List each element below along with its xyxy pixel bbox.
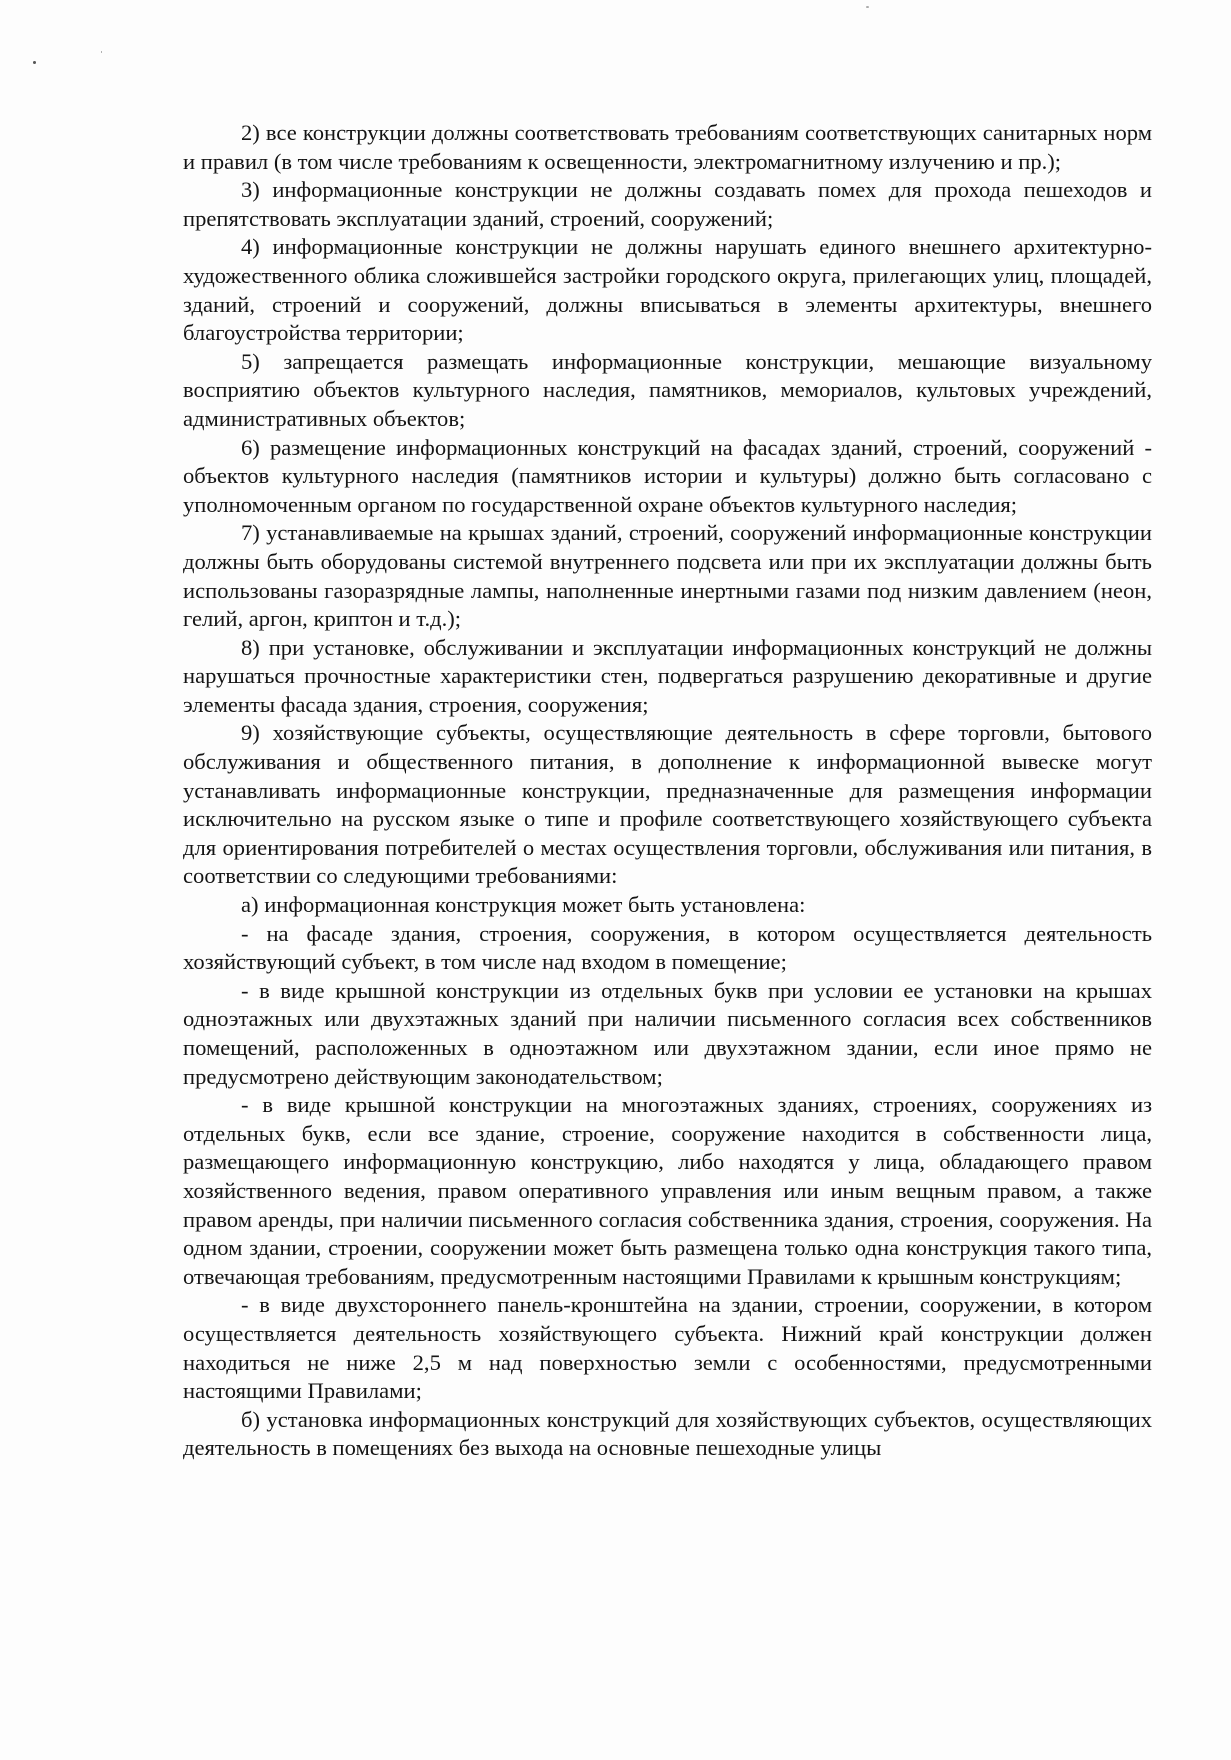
bullet-facade: - на фасаде здания, строения, сооружения, в котором осуществляется деятельность хозяйствующий субъект, в том числе над входом в помещение; <box>183 920 1152 975</box>
bullet-panel-bracket: - в виде двухстороннего панель-кронштейна на здании, строении, сооружении, в котором осуществляется деятельность хозяйствующего субъекта. Нижний край конструкции должен находиться не ниже 2,5 м над поверхностью земли с особенностями, предусмотренными настоящими Правилами; <box>183 1292 1152 1404</box>
paragraph-item-8: 8) при установке, обслуживании и эксплуатации информационных конструкций не должны нарушаться прочностные характеристики стен, подвергаться разрушению декоративные и другие элементы фасада здания, строения, сооружения; <box>183 634 1152 717</box>
paragraph-item-6: 6) размещение информационных конструкций на фасадах зданий, строений, сооружений - объектов культурного наследия (памятников истории и культуры) должно быть согласовано с уполномоченным органом по государственной охране объектов культурного наследия; <box>183 434 1152 517</box>
subparagraph-a: а) информационная конструкция может быть установлена: <box>241 892 806 918</box>
paragraph-item-9: 9) хозяйствующие субъекты, осуществляющие деятельность в сфере торговли, бытового обслуживания и общественного питания, в дополнение к информационной вывеске могут устанавливать информационные конструкции, предназначенные для размещения информации исключительно на русском языке о типе и профиле соответствующего хозяйствующего субъекта для ориентирования потребителей о местах осуществления торговли, обслуживания или питания, в соответствии со следующими требованиями: <box>183 720 1152 889</box>
scan-artifact <box>101 51 102 53</box>
scan-artifact <box>33 61 36 64</box>
paragraph-item-2: 2) все конструкции должны соответствовать требованиям соответствующих санитарных норм и правил (в том числе требованиям к освещенности, электромагнитному излучению и пр.); <box>183 120 1152 174</box>
document-text <box>183 119 1152 1463</box>
bullet-roof-multi-storey: - в виде крышной конструкции на многоэтажных зданиях, строениях, сооружениях из отдельных букв, если все здание, строение, сооружение находится в собственности лица, размещающего информационную конструкцию, либо находятся у лица, обладающего правом хозяйственного ведения, правом оперативного управления или иным вещным правом, а также правом аренды, при наличии письменного согласия собственника здания, строения, сооружения. На одном здании, строении, сооружении может быть размещена только одна конструкция такого типа, отвечающая требованиям, предусмотренным настоящими Правилами к крышным конструкциям; <box>183 1092 1152 1289</box>
scan-artifact <box>866 6 869 8</box>
paragraph-item-7: 7) устанавливаемые на крышах зданий, строений, сооружений информационные конструкции должны быть оборудованы системой внутреннего подсвета или при их эксплуатации должны быть использованы газоразрядные лампы, наполненные инертными газами под низким давлением (неон, гелий, аргон, криптон и т.д.); <box>183 520 1152 632</box>
paragraph-item-4: 4) информационные конструкции не должны нарушать единого внешнего архитектурно-художественного облика сложившейся застройки городского округа, прилегающих улиц, площадей, зданий, строений и сооружений, должны вписываться в элементы архитектуры, внешнего благоустройства территории; <box>183 234 1152 346</box>
subparagraph-b: б) установка информационных конструкций для хозяйствующих субъектов, осуществляющих деятельность в помещениях без выхода на основные пешеходные улицы <box>183 1406 1152 1461</box>
paragraph-item-3: 3) информационные конструкции не должны создавать помех для прохода пешеходов и препятствовать эксплуатации зданий, строений, сооружений; <box>183 177 1152 231</box>
bullet-roof-low-rise: - в виде крышной конструкции из отдельных букв при условии ее установки на крышах одноэтажных или двухэтажных зданий при наличии письменного согласия всех собственников помещений, расположенных в одноэтажном или двухэтажном здании, если иное прямо не предусмотрено действующим законодательством; <box>183 977 1152 1089</box>
paragraph-item-5: 5) запрещается размещать информационные конструкции, мешающие визуальному восприятию объектов культурного наследия, памятников, мемориалов, культовых учреждений, административных объектов; <box>183 348 1152 431</box>
